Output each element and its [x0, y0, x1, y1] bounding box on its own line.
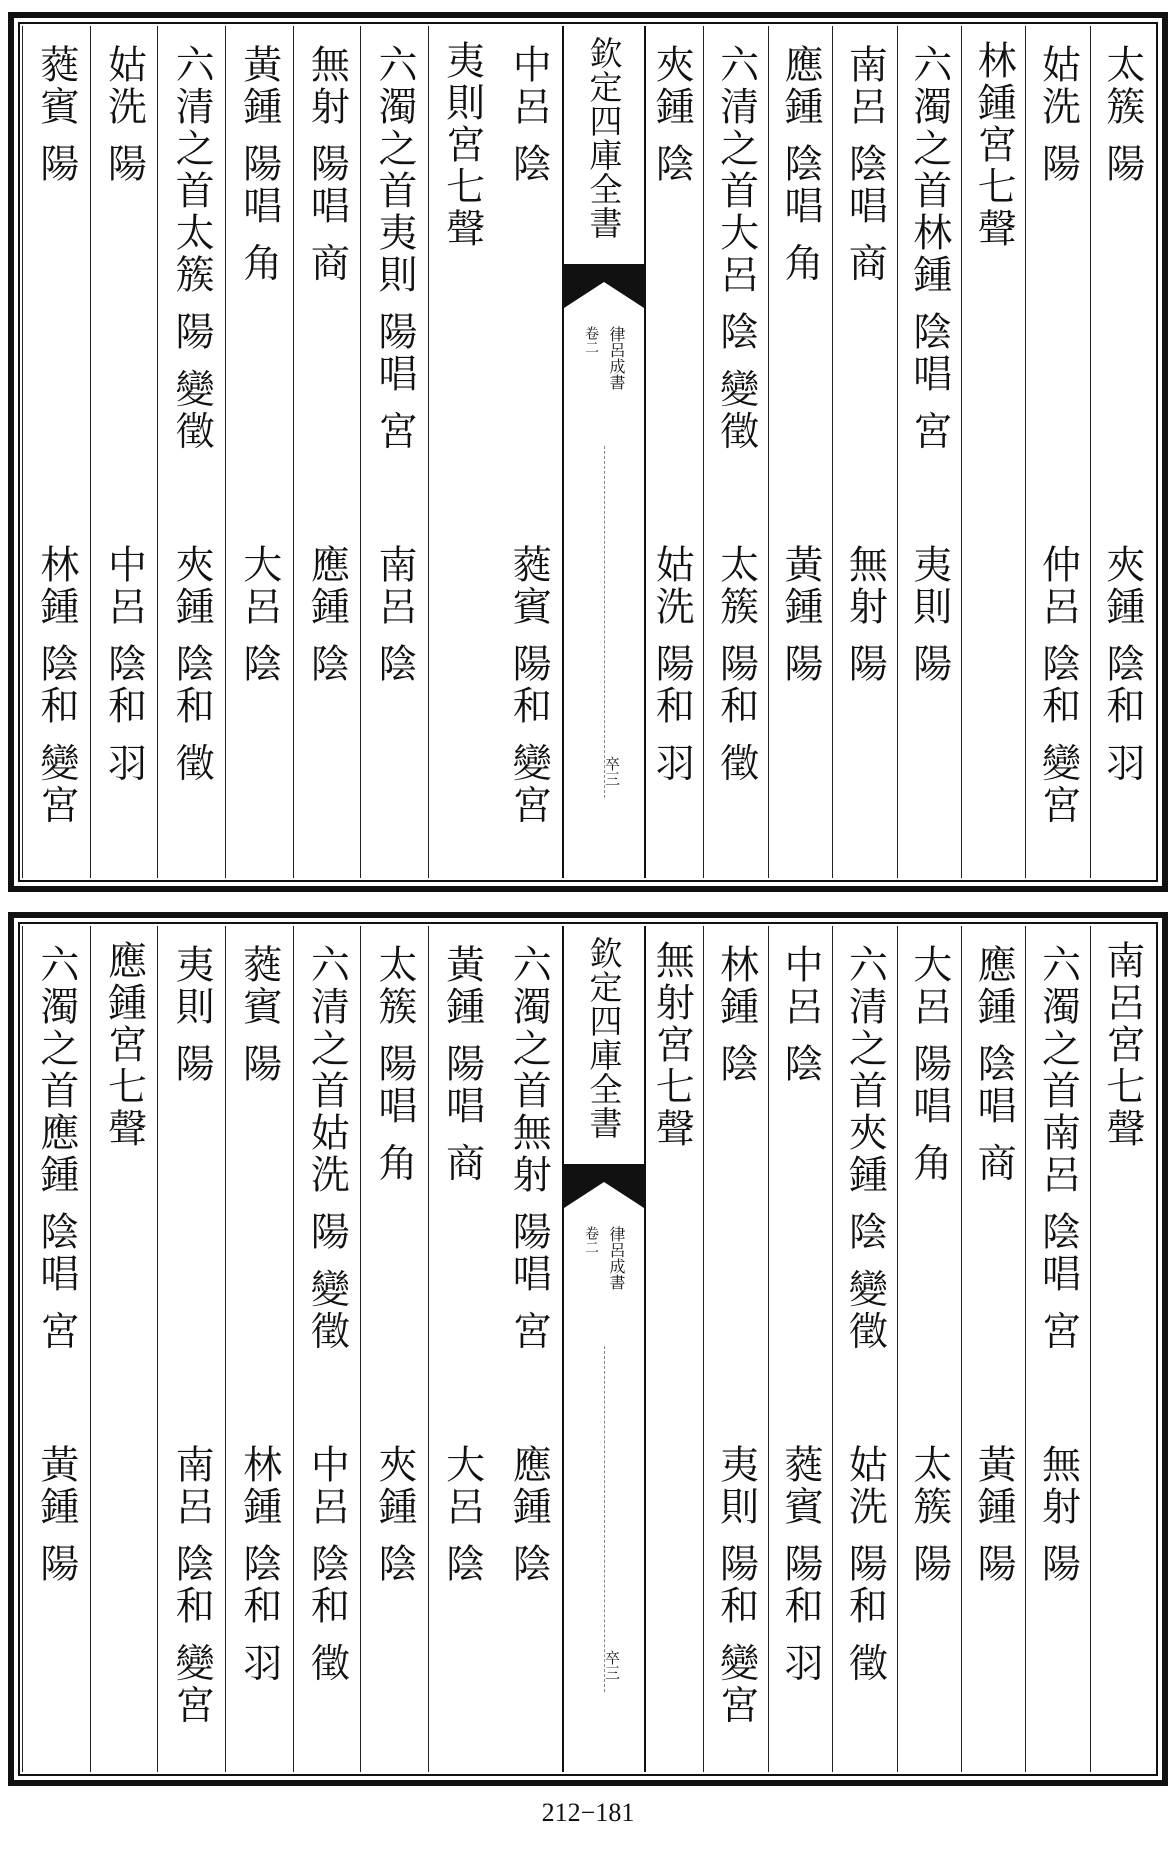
- text-column: [428, 926, 496, 1772]
- column-text-upper: 黃鍾 陽唱 商: [439, 944, 485, 1185]
- top-left-half: [22, 26, 562, 878]
- column-text-upper: 六清之首夾鍾 陰 變徵: [842, 944, 888, 1353]
- text-column: [768, 926, 832, 1772]
- column-text-upper: 太簇 陽: [1099, 44, 1145, 186]
- banxin-divider: [604, 1346, 605, 1692]
- column-text-lower: 夷則 陽: [906, 544, 952, 686]
- banxin-title: 欽定四庫全書: [584, 936, 624, 1140]
- column-text-upper: 中呂 陰: [777, 944, 823, 1086]
- text-column: [897, 26, 961, 878]
- text-column: [832, 26, 896, 878]
- text-column: [897, 926, 961, 1772]
- column-text-upper: 大呂 陽唱 角: [906, 944, 952, 1185]
- column-text-lower: 大呂 陰: [439, 1444, 485, 1586]
- text-column: [961, 926, 1025, 1772]
- column-text-lower: 夷則 陽和 變宮: [713, 1444, 759, 1727]
- column-text-upper: 姑洗 陽: [1035, 44, 1081, 186]
- column-text-upper: 六濁之首夷則 陽唱 宮: [371, 44, 417, 453]
- text-column: [360, 26, 428, 878]
- bottom-left-half: [22, 926, 562, 1772]
- text-column: [703, 926, 767, 1772]
- banxin-book-title: 律呂成書: [607, 1226, 626, 1290]
- column-text-lower: 太簇 陽: [906, 1444, 952, 1586]
- banxin-center-strip: [562, 926, 646, 1772]
- section-heading: 夷則宮七聲: [439, 40, 485, 250]
- column-text-upper: 六濁之首無射 陽唱 宮: [506, 944, 552, 1353]
- column-text-upper: 黃鍾 陽唱 角: [236, 44, 282, 285]
- column-text-upper: 應鍾 陰唱 角: [777, 44, 823, 285]
- bottom-page: [8, 912, 1168, 1786]
- section-heading-column: [1090, 926, 1154, 1772]
- banxin-center-strip: [562, 26, 646, 878]
- banxin-page-number: 卒三: [603, 756, 621, 786]
- column-text-lower: 太簇 陽和 徵: [713, 544, 759, 785]
- text-column: [90, 26, 158, 878]
- text-column: [703, 26, 767, 878]
- column-text-lower: 南呂 陰: [371, 544, 417, 686]
- column-text-lower: 黃鍾 陽: [777, 544, 823, 686]
- column-text-upper: 中呂 陰: [506, 44, 552, 186]
- banxin-divider: [604, 446, 605, 798]
- column-text-upper: 六濁之首南呂 陰唱 宮: [1035, 944, 1081, 1353]
- bottom-page-body: [22, 926, 1154, 1772]
- column-text-lower: 無射 陽: [842, 544, 888, 686]
- text-column: [768, 26, 832, 878]
- column-text-lower: 黃鍾 陽: [33, 1444, 79, 1586]
- text-column: [225, 26, 293, 878]
- section-heading: 無射宮七聲: [649, 940, 695, 1150]
- page-number: 212−181: [541, 1798, 635, 1827]
- column-text-upper: 六濁之首林鍾 陰唱 宮: [906, 44, 952, 453]
- section-heading: 林鍾宮七聲: [971, 40, 1017, 250]
- column-text-lower: 夾鍾 陰和 徵: [169, 544, 215, 785]
- banxin-book-title: 律呂成書: [607, 326, 626, 390]
- column-text-lower: 應鍾 陰: [304, 544, 350, 686]
- column-text-lower: 夾鍾 陰: [371, 1444, 417, 1586]
- column-text-lower: 中呂 陰和 羽: [101, 544, 147, 785]
- column-text-lower: 姑洗 陽和 徵: [842, 1444, 888, 1685]
- section-heading-column: [961, 26, 1025, 878]
- section-heading-column: [90, 926, 158, 1772]
- top-right-half: [639, 26, 1154, 878]
- column-text-lower: 蕤賓 陽和 羽: [777, 1444, 823, 1685]
- text-column: [1025, 926, 1089, 1772]
- text-column: [495, 26, 562, 878]
- column-text-lower: 蕤賓 陽和 變宮: [506, 544, 552, 827]
- column-text-upper: 夷則 陽: [169, 944, 215, 1086]
- column-text-lower: 無射 陽: [1035, 1444, 1081, 1586]
- column-text-upper: 六清之首大呂 陰 變徵: [713, 44, 759, 453]
- column-text-upper: 六清之首太簇 陽 變徵: [169, 44, 215, 453]
- text-column: [1025, 26, 1089, 878]
- column-text-upper: 應鍾 陰唱 商: [971, 944, 1017, 1185]
- column-text-lower: 夾鍾 陰和 羽: [1099, 544, 1145, 785]
- column-text-lower: 黃鍾 陽: [971, 1444, 1017, 1586]
- column-text-upper: 六濁之首應鍾 陰唱 宮: [33, 944, 79, 1353]
- column-text-lower: 應鍾 陰: [506, 1444, 552, 1586]
- text-column: [495, 926, 562, 1772]
- section-heading-column: [639, 926, 703, 1772]
- column-text-lower: 林鍾 陰和 變宮: [33, 544, 79, 827]
- section-heading: 應鍾宮七聲: [101, 940, 147, 1150]
- column-text-lower: 林鍾 陰和 羽: [236, 1444, 282, 1685]
- section-heading: 南呂宮七聲: [1099, 940, 1145, 1150]
- column-text-upper: 夾鍾 陰: [649, 44, 695, 186]
- text-column: [22, 26, 90, 878]
- column-text-lower: 姑洗 陽和 羽: [649, 544, 695, 785]
- column-text-upper: 六清之首姑洗 陽 變徵: [304, 944, 350, 1353]
- text-column: [293, 26, 361, 878]
- fishtail-icon: [564, 1164, 644, 1208]
- column-text-lower: 仲呂 陰和 變宮: [1035, 544, 1081, 827]
- text-column: [1090, 26, 1154, 878]
- text-column: [157, 926, 225, 1772]
- column-text-lower: 南呂 陰和 變宮: [169, 1444, 215, 1727]
- column-text-upper: 南呂 陰唱 商: [842, 44, 888, 285]
- text-column: [293, 926, 361, 1772]
- column-text-upper: 林鍾 陰: [713, 944, 759, 1086]
- banxin-title: 欽定四庫全書: [584, 36, 624, 240]
- column-text-upper: 無射 陽唱 商: [304, 44, 350, 285]
- column-text-lower: 大呂 陰: [236, 544, 282, 686]
- column-text-upper: 太簇 陽唱 角: [371, 944, 417, 1185]
- text-column: [360, 926, 428, 1772]
- top-page: [8, 12, 1168, 892]
- text-column: [225, 926, 293, 1772]
- top-page-body: [22, 26, 1154, 878]
- banxin-juan: 卷二: [583, 1226, 599, 1254]
- banxin-page-number: 卒三: [603, 1650, 621, 1680]
- section-heading-column: [428, 26, 496, 878]
- column-text-upper: 蕤賓 陽: [33, 44, 79, 186]
- text-column: [832, 926, 896, 1772]
- fishtail-icon: [564, 264, 644, 308]
- text-column: [639, 26, 703, 878]
- text-column: [157, 26, 225, 878]
- text-column: [22, 926, 90, 1772]
- column-text-upper: 蕤賓 陽: [236, 944, 282, 1086]
- bottom-right-half: [639, 926, 1154, 1772]
- banxin-juan: 卷二: [583, 326, 599, 354]
- column-text-lower: 中呂 陰和 徵: [304, 1444, 350, 1685]
- column-text-upper: 姑洗 陽: [101, 44, 147, 186]
